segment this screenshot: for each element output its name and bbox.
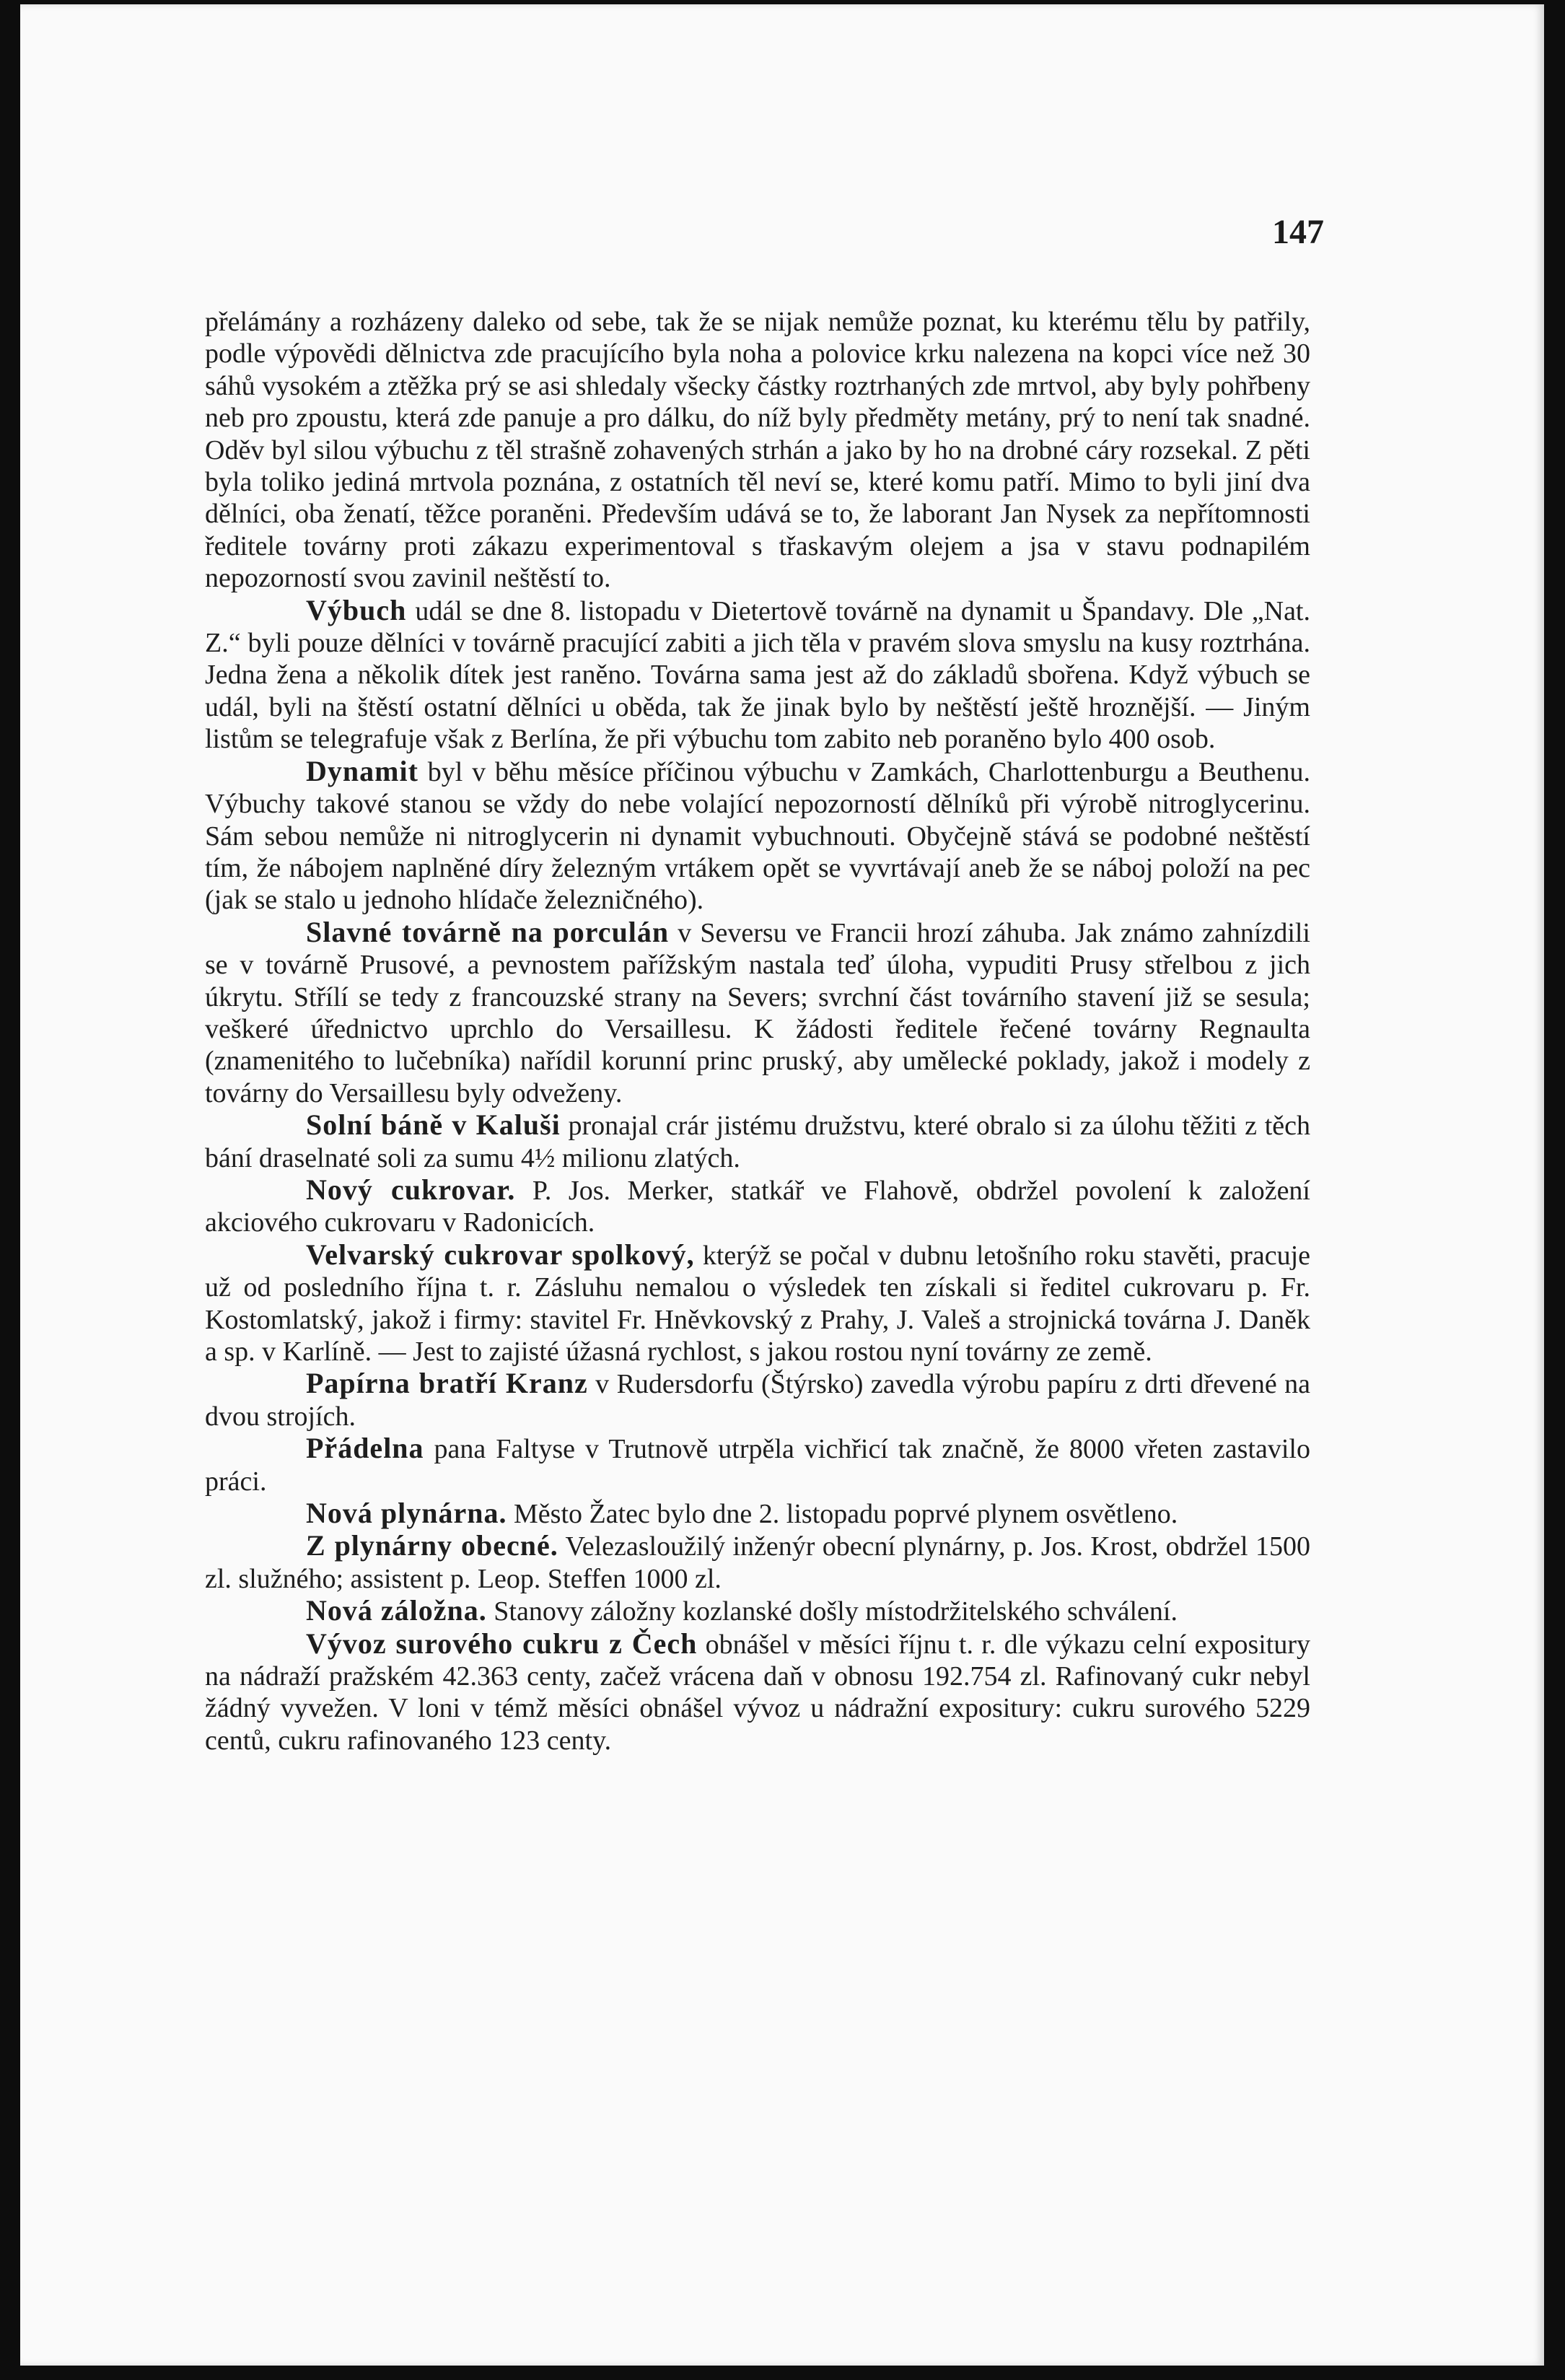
paragraph-kalus: Solní báně v Kaluši pronajal crár jistému družstvu, které obralo si za úlohu těžiti z těch bání draselnaté soli za sumu 4½ milionu zlatých. bbox=[205, 1108, 1310, 1173]
paragraph-pradelna: Přádelna pana Faltyse v Trutnově utrpěla vichřicí tak značně, že 8000 vřeten zastavilo práci. bbox=[205, 1432, 1310, 1497]
paragraph-zalozna: Nová záložna. Stanovy záložny kozlanské došly místodržitelského schválení. bbox=[306, 1594, 1178, 1627]
paragraph-porculan: Slavné továrně na porculán v Seversu ve Francii hrozí záhuba. Jak známo zahnízdili se v továrně Prusové, a pevnostem pařížským nastala teď úloha, vypuditi Prusy střelbou z jich úkrytu. Střílí se tedy z francouzské strany na Severs; svrchní část továrního stavení již se sesula; veškeré úřednictvo uprchlo do Versaillesu. K žádosti ředitele řečené továrny Regnaulta (znamenitého to lučebníka) nařídil korunní princ pruský, aby umělecké poklady, jakož i modely z továrny do Versaillesu byly odveženy. bbox=[205, 915, 1310, 1108]
lead-heading: Nová záložna. bbox=[306, 1594, 487, 1627]
lead-heading: Výbuch bbox=[306, 593, 407, 626]
lead-heading: Solní báně v Kaluši bbox=[306, 1108, 561, 1142]
paragraph-plynarna: Nová plynárna. Město Žatec bylo dne 2. listopadu poprvé plynem osvětleno. bbox=[306, 1497, 1178, 1530]
paragraph-plynarna-obecna: Z plynárny obecné. Velezasloužilý inženýr obecní plynárny, p. Jos. Krost, obdržel 1500 zl. služného; assistent p. Leop. Steffen 1000 zl. bbox=[205, 1529, 1310, 1594]
paragraph-dynamit: Dynamit byl v běhu měsíce příčinou výbuchu v Zamkách, Charlottenburgu a Beuthenu. Výbuchy takové stanou se vždy do nebe volající nepozorností dělníků při výrobě nitroglycerinu. Sám sebou nemůže ni nitroglycerin ni dynamit vybuchnouti. Obyčejně stává se podobné neštěstí tím, že nábojem naplněné díry železným vrtákem opět se vyvrtávají aneb že se náboj položí na pec (jak se stalo u jednoho hlídače železničného). bbox=[205, 754, 1310, 916]
lead-heading: Nová plynárna. bbox=[306, 1497, 507, 1530]
lead-heading: Dynamit bbox=[306, 754, 418, 787]
lead-heading: Vývoz surového cukru z Čech bbox=[306, 1627, 698, 1660]
page-number: 147 bbox=[1272, 213, 1324, 251]
paragraph-vyvoz-cukru: Vývoz surového cukru z Čech obnášel v měsíci říjnu t. r. dle výkazu celní expositury na nádraží pražském 42.363 centy, začež vrácena daň v obnosu 192.754 zl. Rafinovaný cukr nebyl žádný vyvežen. V loni v témž měsíci obnášel vývoz u nádražní expositury: cukru surového 5229 centů, cukru rafinovaného 123 centy. bbox=[205, 1627, 1311, 1756]
paragraph-novy-cukrovar: Nový cukrovar. P. Jos. Merker, statkář ve Flahově, obdržel povolení k založení akciového cukrovaru v Radonicích. bbox=[205, 1173, 1310, 1238]
paragraph-continuation: přelámány a rozházeny daleko od sebe, tak že se nijak nemůže poznat, ku kterému tělu by patřily, podle výpovědi dělnictva zde pracujícího byla noha a polovice krku nalezena na kopci více než 30 sáhů vysokém a ztěžka prý se asi shledaly všecky částky roztrhaných zde mrtvol, aby byly pohřbeny neb pro zpoustu, která zde panuje a pro dálku, do níž byly předměty metány, prý to není tak snadné. Oděv byl silou výbuchu z těl strašně zohavených strhán a jako by ho na drobné cáry rozsekal. Z pěti byla toliko jediná mrtvola poznána, z ostatních těl neví se, které komu patří. Mimo to byli jiní dva dělníci, oba ženatí, těžce poraněni. Především udává se to, že laborant Jan Nysek za nepřítomnosti ředitele továrny proti zákazu experimentoval s třaskavým olejem a jsa v stavu podnapilém nepozorností svou zavinil neštěstí to. bbox=[205, 307, 1310, 594]
lead-heading: Slavné továrně na porculán bbox=[306, 915, 670, 948]
lead-heading: Velvarský cukrovar spolkový, bbox=[306, 1238, 695, 1271]
lead-heading: Papírna bratří Kranz bbox=[306, 1367, 588, 1400]
article-text bbox=[205, 306, 1310, 1756]
paragraph-velvarsky: Velvarský cukrovar spolkový, kterýž se počal v dubnu letošního roku stavěti, pracuje už od posledního října t. r. Zásluhu nemalou o výsledek ten získali si ředitel cukrovaru p. Fr. Kostomlatský, jakož i firmy: stavitel Fr. Hněvkovský z Prahy, J. Valeš a strojnická továrna J. Daněk a sp. v Karlíně. — Jest to zajisté úžasná rychlost, s jakou rostou nyní továrny ze země. bbox=[205, 1238, 1311, 1367]
lead-heading: Z plynárny obecné. bbox=[306, 1529, 558, 1562]
paragraph-vybuch: Výbuch udál se dne 8. listopadu v Dietertově továrně na dynamit u Špandavy. Dle „Nat. Z.“ byli pouze dělníci v továrně pracující zabiti a jich těla v pravém slova smyslu na kusy roztrhána. Jedna žena a několik dítek jest raněno. Továrna sama jest až do základů sbořena. Když výbuch se udál, byli na štěstí ostatní dělníci u oběda, tak že jinak bylo by neštěstí ještě hroznější. — Jiným listům se telegrafuje však z Berlína, že při výbuchu tom zabito neb poraněno bylo 400 osob. bbox=[205, 593, 1310, 755]
lead-heading: Přádelna bbox=[306, 1432, 424, 1465]
lead-heading: Nový cukrovar. bbox=[306, 1173, 516, 1206]
paragraph-papirna: Papírna bratří Kranz v Rudersdorfu (Štýrsko) zavedla výrobu papíru z drti dřevené na dvou strojích. bbox=[205, 1367, 1310, 1432]
